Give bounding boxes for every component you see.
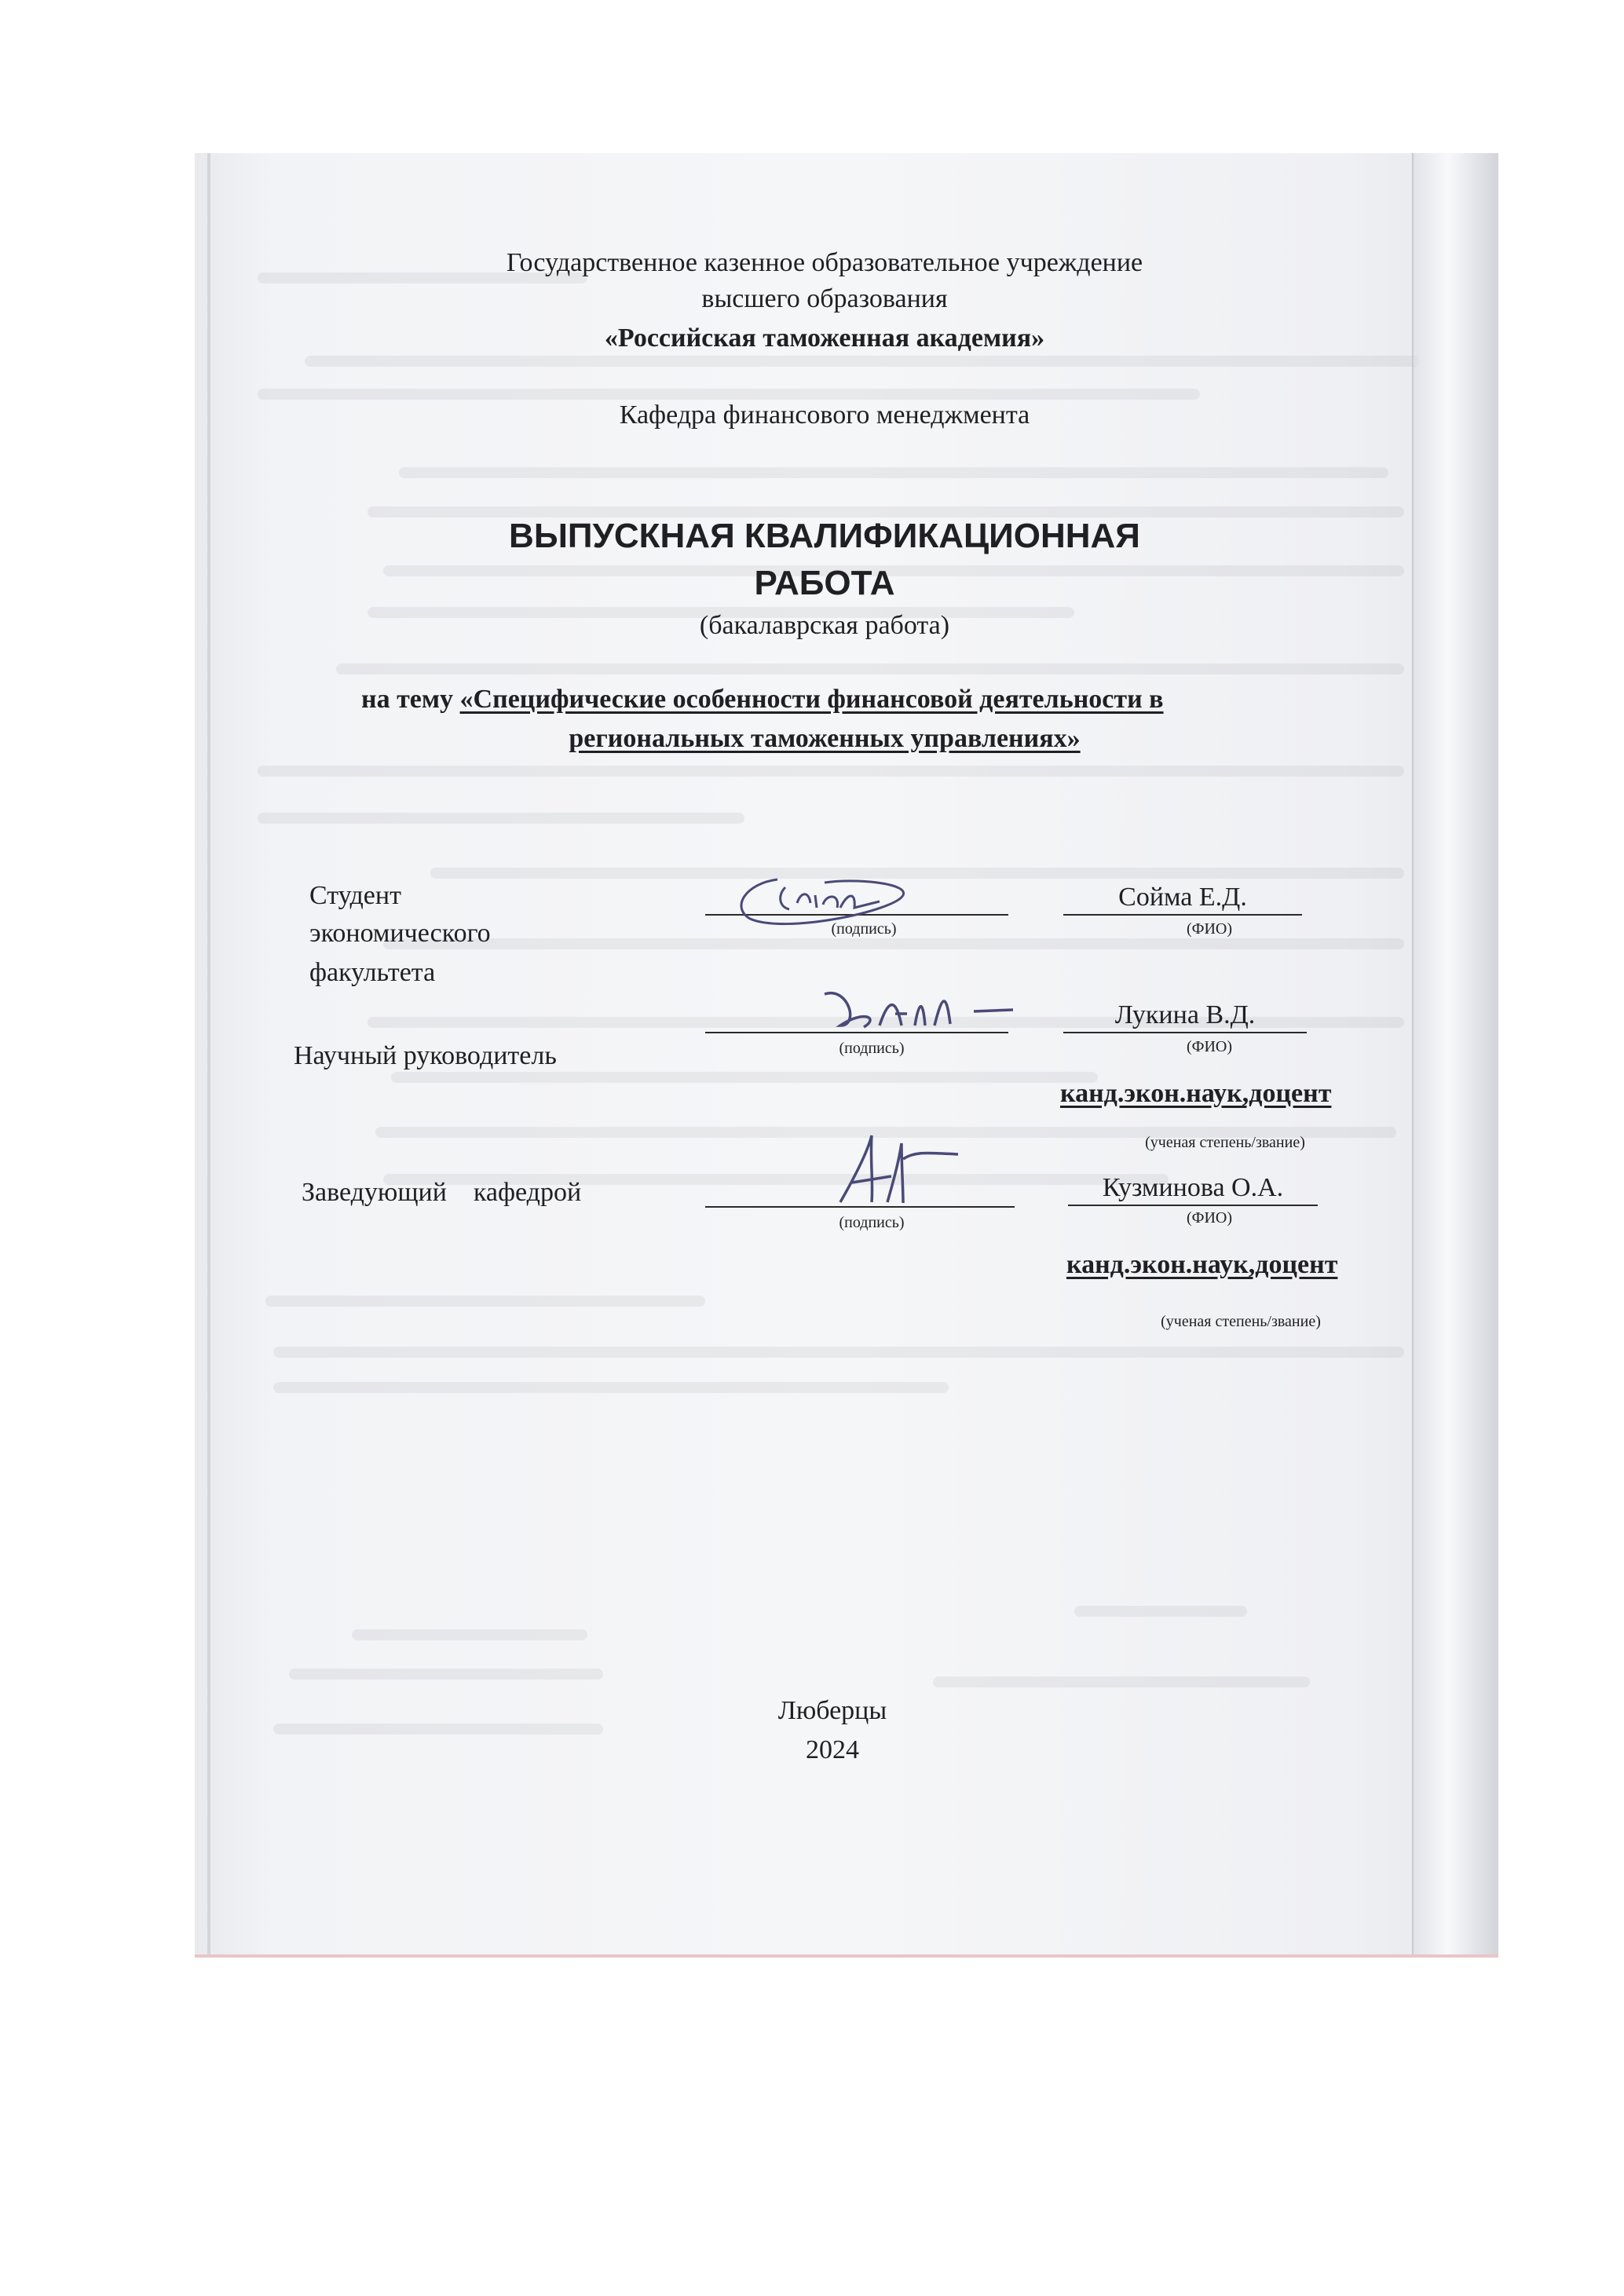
supervisor-degree: канд.экон.наук,доцент [1060, 1079, 1332, 1108]
topic-title-part-2: региональных таможенных управлениях» [569, 724, 1081, 753]
document-subtitle: (бакалаврская работа) [699, 611, 950, 640]
topic-line-1 [361, 685, 1164, 715]
supervisor-signature-caption: (подпись) [839, 1040, 905, 1057]
supervisor-role: Научный руководитель [294, 1041, 557, 1070]
binding-cover [1414, 153, 1498, 1958]
page-bottom-edge [195, 1954, 1498, 1958]
document-title-line-2: РАБОТА [754, 564, 895, 602]
city: Люберцы [777, 1696, 887, 1725]
department-name: Кафедра финансового менеджмента [619, 400, 1030, 430]
head-name-line [1068, 1205, 1318, 1206]
year: 2024 [806, 1735, 859, 1764]
page-edge [207, 153, 210, 1958]
academy-name: «Российская таможенная академия» [604, 324, 1045, 353]
student-signature-caption: (подпись) [831, 920, 897, 938]
supervisor-degree-caption: (ученая степень/звание) [1145, 1134, 1305, 1151]
institution-line-2: высшего образования [701, 284, 948, 313]
head-name-caption: (ФИО) [1186, 1209, 1232, 1227]
student-role-line-1: Студент [309, 881, 401, 910]
supervisor-name-line [1063, 1032, 1307, 1033]
head-name: Кузминова О.А. [1102, 1173, 1284, 1202]
student-name-caption: (ФИО) [1186, 920, 1232, 938]
topic-prefix: на тему [361, 685, 454, 714]
supervisor-name-caption: (ФИО) [1186, 1038, 1232, 1055]
document-title-line-1: ВЫПУСКНАЯ КВАЛИФИКАЦИОННАЯ [509, 517, 1140, 555]
student-name: Сойма Е.Д. [1118, 883, 1247, 912]
institution-line-1: Государственное казенное образовательное учреждение [506, 248, 1143, 277]
topic-title-part-1: «Специфические особенности финансовой деятельности в [459, 685, 1164, 714]
head-role: Заведующий кафедрой [302, 1178, 582, 1207]
supervisor-handwritten-signature [817, 978, 1021, 1045]
head-handwritten-signature [825, 1128, 966, 1218]
head-signature-caption: (подпись) [839, 1214, 905, 1231]
head-degree-caption: (ученая степень/звание) [1161, 1313, 1321, 1330]
student-role-line-2: экономического [309, 919, 491, 948]
supervisor-name: Лукина В.Д. [1114, 1000, 1256, 1029]
student-name-line [1063, 914, 1302, 916]
head-degree: канд.экон.наук,доцент [1066, 1250, 1338, 1279]
student-role-line-3: факультета [309, 958, 436, 987]
